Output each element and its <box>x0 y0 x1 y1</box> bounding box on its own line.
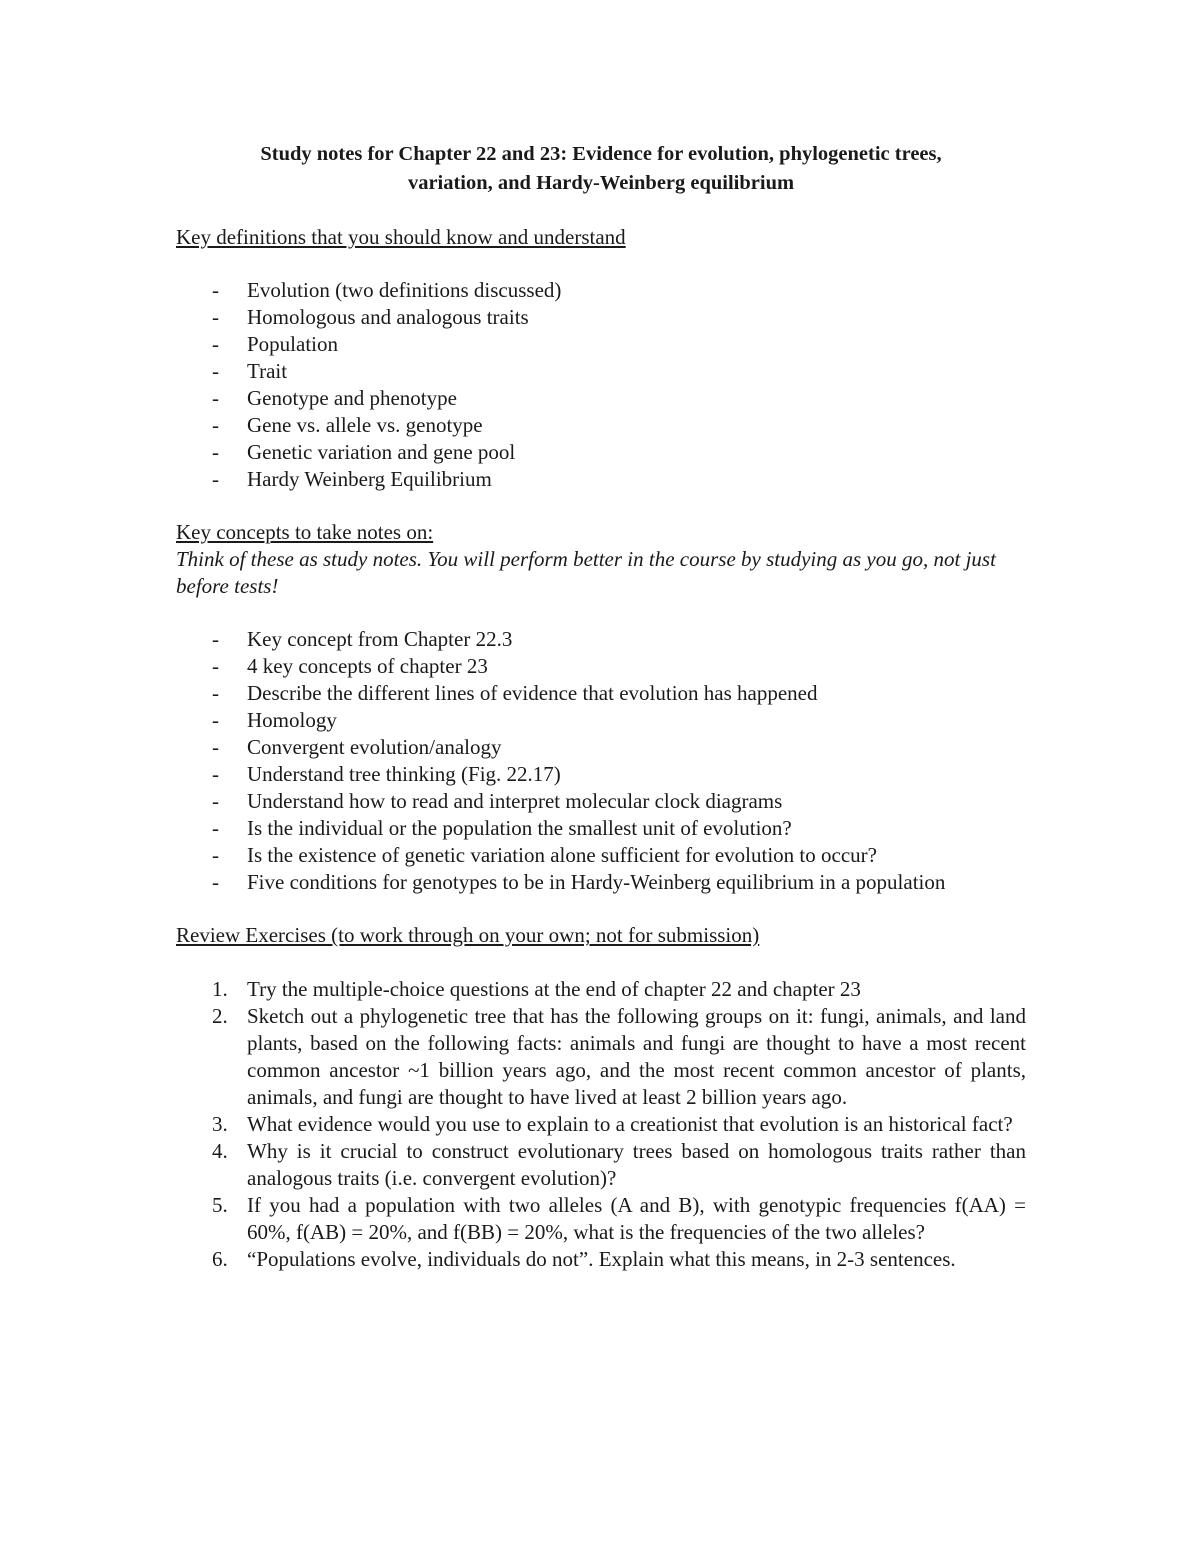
exercise-text: What evidence would you use to explain to a creationist that evolution is an historical fact? <box>247 1112 1013 1136</box>
list-item <box>176 761 1026 788</box>
concepts-list <box>176 626 1026 896</box>
list-item <box>176 626 1026 653</box>
list-item <box>176 842 1026 869</box>
dash-marker: - <box>212 654 219 678</box>
dash-marker: - <box>212 278 219 302</box>
list-item <box>176 466 1026 493</box>
list-item-text: Key concept from Chapter 22.3 <box>247 627 513 651</box>
list-item-text: Understand tree thinking (Fig. 22.17) <box>247 762 561 786</box>
dash-marker: - <box>212 681 219 705</box>
dash-marker: - <box>212 762 219 786</box>
list-item-text: Hardy Weinberg Equilibrium <box>247 467 492 491</box>
exercise-text: Try the multiple-choice questions at the end of chapter 22 and chapter 23 <box>247 977 861 1001</box>
list-item-text: Genotype and phenotype <box>247 386 457 410</box>
exercise-text: Sketch out a phylogenetic tree that has the following groups on it: fungi, animals, and land plants, based on the following facts: animals and fungi are thought to have a most recent common ancestor ~1 billion years ago, and the most recent common ancestor of plants, animals, and fungi are thought to have lived at least 2 billion years ago. <box>247 1004 1026 1109</box>
list-item-text: Homologous and analogous traits <box>247 305 529 329</box>
list-item <box>176 707 1026 734</box>
dash-marker: - <box>212 708 219 732</box>
dash-marker: - <box>212 386 219 410</box>
list-item-text: Gene vs. allele vs. genotype <box>247 413 483 437</box>
exercise-number: 5. <box>212 1193 228 1217</box>
exercise-item <box>176 1111 1026 1138</box>
exercise-text: If you had a population with two alleles (A and B), with genotypic frequencies f(AA) = 60%, f(AB) = 20%, and f(BB) = 20%, what is the frequencies of the two alleles? <box>247 1193 1026 1244</box>
exercises-list <box>176 976 1026 1273</box>
document-page <box>176 140 1026 1273</box>
definitions-list <box>176 277 1026 493</box>
exercise-number: 1. <box>212 977 228 1001</box>
exercises-heading: Review Exercises (to work through on your own; not for submission) <box>176 923 760 947</box>
exercise-text: “Populations evolve, individuals do not”. Explain what this means, in 2-3 sentences. <box>247 1247 956 1271</box>
exercise-item <box>176 976 1026 1003</box>
list-item-text: Genetic variation and gene pool <box>247 440 516 464</box>
list-item-text: Describe the different lines of evidence that evolution has happened <box>247 681 818 705</box>
dash-marker: - <box>212 332 219 356</box>
dash-marker: - <box>212 467 219 491</box>
dash-marker: - <box>212 359 219 383</box>
exercise-number: 2. <box>212 1004 228 1028</box>
dash-marker: - <box>212 305 219 329</box>
list-item-text: Evolution (two definitions discussed) <box>247 278 562 302</box>
list-item-text: Five conditions for genotypes to be in Hardy-Weinberg equilibrium in a population <box>247 870 946 894</box>
list-item <box>176 734 1026 761</box>
exercise-number: 4. <box>212 1139 228 1163</box>
list-item <box>176 331 1026 358</box>
list-item-text: Is the existence of genetic variation alone sufficient for evolution to occur? <box>247 843 877 867</box>
dash-marker: - <box>212 627 219 651</box>
list-item <box>176 653 1026 680</box>
list-item-text: Population <box>247 332 339 356</box>
list-item <box>176 358 1026 385</box>
list-item-text: Is the individual or the population the smallest unit of evolution? <box>247 816 792 840</box>
list-item <box>176 788 1026 815</box>
concepts-heading: Key concepts to take notes on: <box>176 520 434 544</box>
dash-marker: - <box>212 870 219 894</box>
dash-marker: - <box>212 413 219 437</box>
definitions-heading: Key definitions that you should know and understand <box>176 225 626 249</box>
concepts-note: Think of these as study notes. You will perform better in the course by studying as you go, not just before tests! <box>176 547 996 598</box>
list-item-text: Trait <box>247 359 288 383</box>
dash-marker: - <box>212 843 219 867</box>
title-line-2: variation, and Hardy-Weinberg equilibrium <box>407 172 795 194</box>
list-item <box>176 815 1026 842</box>
document-title <box>176 140 1026 198</box>
list-item <box>176 304 1026 331</box>
list-item-text: Homology <box>247 708 337 732</box>
dash-marker: - <box>212 816 219 840</box>
exercise-item <box>176 1138 1026 1192</box>
list-item-text: Convergent evolution/analogy <box>247 735 502 759</box>
dash-marker: - <box>212 440 219 464</box>
list-item-text: Understand how to read and interpret molecular clock diagrams <box>247 789 783 813</box>
list-item <box>176 869 1026 896</box>
list-item <box>176 277 1026 304</box>
list-item-text: 4 key concepts of chapter 23 <box>247 654 488 678</box>
list-item <box>176 680 1026 707</box>
exercise-item <box>176 1192 1026 1246</box>
list-item <box>176 439 1026 466</box>
dash-marker: - <box>212 789 219 813</box>
list-item <box>176 385 1026 412</box>
exercise-text: Why is it crucial to construct evolutionary trees based on homologous traits rather than analogous traits (i.e. convergent evolution)? <box>247 1139 1026 1190</box>
exercise-item <box>176 1003 1026 1111</box>
list-item <box>176 412 1026 439</box>
title-line-1: Study notes for Chapter 22 and 23: Evidence for evolution, phylogenetic trees, <box>260 143 942 165</box>
exercise-number: 3. <box>212 1112 228 1136</box>
exercise-item <box>176 1246 1026 1273</box>
dash-marker: - <box>212 735 219 759</box>
exercise-number: 6. <box>212 1247 228 1271</box>
